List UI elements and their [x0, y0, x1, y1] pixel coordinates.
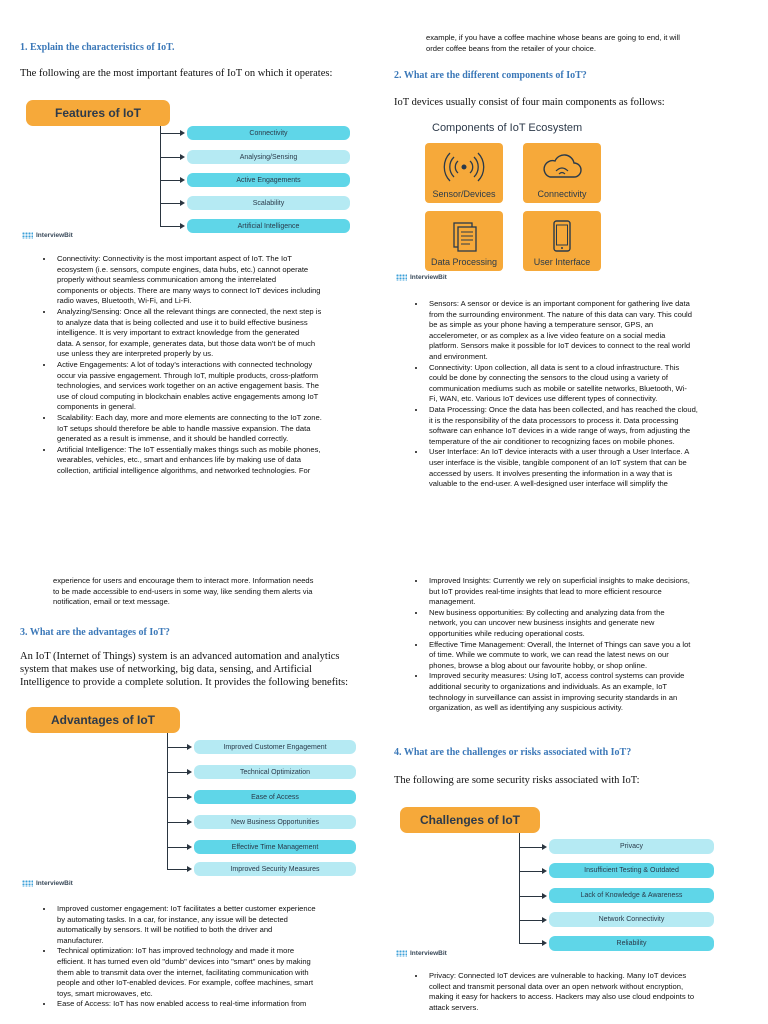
list-item: • Ease of Access: IoT has now enabled access to real-time information from	[54, 999, 389, 1010]
interviewbit-logo: InterviewBit	[396, 274, 447, 281]
interviewbit-logo: InterviewBit	[396, 950, 447, 957]
list-item: • Improved customer engagement: IoT facilitates a better customer experience by automating tasks. In a car, for instance, any issue will be detected automatically by sensors. It will be notified to both the driver and manufacturer.	[54, 904, 389, 946]
tile-connectivity: Connectivity	[523, 143, 601, 203]
advantages-diagram	[22, 702, 372, 892]
q3-intro: An IoT (Internet of Things) system is an advanced automation and analytics system that makes use of networking, big data, sensing, and Artificial Intelligence to provide a complete solution. It provides the following benefits:	[20, 651, 349, 688]
list-item: • User Interface: An IoT device interacts with a user through a User Interface. A user interface is the visible, tangible component of an IoT system that can be accessed by users. It involves presenting the information in a way that is valuable to the end-user. A well-designed user interface will simplify the	[426, 447, 766, 489]
tile-data-processing: Data Processing	[425, 211, 503, 271]
advantage-item: Technical Optimization	[194, 765, 356, 779]
advantage-item: Improved Customer Engagement	[194, 740, 356, 754]
list-item: • Sensors: A sensor or device is an important component for gathering live data from the surrounding environment. The nature of this data can vary. This could be as simple as your phone having a temperature sensor, GPS, an accelerometer, or as complex as a live video feature on a social media platform. Sensors make it possible for IoT devices to connect to the real world and environment.	[426, 299, 766, 363]
advantages-bullet-list-left	[36, 904, 389, 1010]
features-bullet-list	[36, 254, 384, 476]
advantage-item: Effective Time Management	[194, 840, 356, 854]
tile-sensor-devices: Sensor/Devices	[425, 143, 503, 203]
challenges-diagram	[394, 800, 734, 960]
components-diagram-title: Components of IoT Ecosystem	[432, 122, 583, 134]
feature-item: Artificial Intelligence	[187, 219, 350, 233]
connector-line	[160, 126, 161, 227]
tile-user-interface: User Interface	[523, 211, 601, 271]
components-diagram	[394, 117, 634, 287]
advantage-item: Improved Security Measures	[194, 862, 356, 876]
documents-icon	[446, 219, 482, 253]
challenge-item: Insufficient Testing & Outdated	[549, 863, 714, 878]
list-item: • Improved security measures: Using IoT, access control systems can provide additional security to organizations and individuals. As an example, IoT technology in surveillance can assist in improving security standards in an organization, as well as identifying any suspicious activity.	[426, 671, 766, 713]
q1-heading: 1. Explain the characteristics of IoT.	[20, 42, 175, 53]
challenges-bullet-list	[408, 971, 766, 1013]
cloud-icon	[540, 151, 584, 183]
feature-item: Analysing/Sensing	[187, 150, 350, 164]
q2-heading: 2. What are the different components of IoT?	[394, 70, 587, 81]
interviewbit-logo: InterviewBit	[22, 880, 73, 887]
list-item: • Improved Insights: Currently we rely on superficial insights to make decisions, but IoT provides real-time insights that lead to more efficient resource management.	[426, 576, 766, 608]
advantages-diagram-title: Advantages of IoT	[26, 707, 180, 733]
feature-item: Connectivity	[187, 126, 350, 140]
feature-item: Scalability	[187, 196, 350, 210]
advantages-bullet-list-right	[408, 576, 766, 714]
list-item: • Analyzing/Sensing: Once all the relevant things are connected, the next step is to analyze data that is being collected and use it to build effective business intelligence. It is very important to extract knowledge from the generated data. A sensor, for example, generates data, but those data won't be of much use unless they are interpreted properly by us.	[54, 307, 384, 360]
list-item: • Data Processing: Once the data has been collected, and has reached the cloud, it is the responsibility of the data processors to process it. Data processing software can enhance IoT devices in a wide range of ways, from adjusting the temperature of the air conditioner to recognizing faces on mobile phones.	[426, 405, 766, 447]
q4-intro: The following are some security risks associated with IoT:	[394, 775, 640, 786]
list-item: • Scalability: Each day, more and more elements are connecting to the IoT zone. IoT setups should therefore be able to handle massive expansion. The data generated as a result is immense, and it should be handled correctly.	[54, 413, 384, 445]
challenge-item: Privacy	[549, 839, 714, 854]
q2-intro: IoT devices usually consist of four main components as follows:	[394, 97, 665, 108]
continuation-text: example, if you have a coffee machine whose beans are going to end, it will order coffee beans from the retailer of your choice.	[426, 33, 680, 53]
q1-intro: The following are the most important features of IoT on which it operates:	[20, 68, 333, 79]
challenge-item: Lack of Knowledge & Awareness	[549, 888, 714, 903]
features-diagram-title: Features of IoT	[26, 100, 170, 126]
list-item: • Artificial Intelligence: The IoT essentially makes things such as mobile phones, wearables, vehicles, etc., smart and enhances life by making use of data collection, artificial intelligence algorithms, and networked technologies. For	[54, 445, 384, 477]
continuation-text: experience for users and encourage them to interact more. Information needs to be made accessible to end-users in some way, like sending them alerts via notification, email or text message.	[53, 576, 314, 607]
interviewbit-logo: InterviewBit	[22, 232, 73, 239]
challenge-item: Network Connectivity	[549, 912, 714, 927]
q4-heading: 4. What are the challenges or risks associated with IoT?	[394, 747, 632, 758]
signal-icon	[442, 151, 486, 183]
advantage-item: New Business Opportunities	[194, 815, 356, 829]
challenge-item: Reliability	[549, 936, 714, 951]
list-item: • Connectivity: Upon collection, all data is sent to a cloud infrastructure. This could be done by connecting the sensors to the cloud using a variety of communication mediums such as mobile or satellite networks, Bluetooth, Wi- Fi, WAN, etc. Various IoT devices use different types of connectivity.	[426, 363, 766, 405]
list-item: • Active Engagements: A lot of today's interactions with connected technology occur via passive engagement. Through IoT, multiple products, cross-platform technologies, and services work together on an active engagement basis. The use of cloud computing in blockchain enables active engagements among IoT components in general.	[54, 360, 384, 413]
features-diagram	[22, 95, 362, 245]
list-item: • Effective Time Management: Overall, the Internet of Things can save you a lot of time. While we commute to work, we can read the latest news on our phones, browse a blog about our favourite hobby, or shop online.	[426, 640, 766, 672]
advantage-item: Ease of Access	[194, 790, 356, 804]
q3-heading: 3. What are the advantages of IoT?	[20, 627, 170, 638]
list-item: • Privacy: Connected IoT devices are vulnerable to hacking. Many IoT devices collect and transmit personal data over an open network without encryption, making it easy for hackers to access. Hackers may also use cloud endpoints to attack servers.	[426, 971, 766, 1013]
list-item: • Technical optimization: IoT has improved technology and made it more efficient. It has turned even old "dumb" devices into "smart" ones by making them able to transmit data over the internet, facilitating communication with people and other IoT-enabled devices. For example, coffee machines, smart toys, smart microwaves, etc.	[54, 946, 389, 999]
list-item: • New business opportunities: By collecting and analyzing data from the network, you can uncover new business insights and generate new opportunities while reducing operational costs.	[426, 608, 766, 640]
phone-icon	[547, 219, 577, 253]
list-item: • Connectivity: Connectivity is the most important aspect of IoT. The IoT ecosystem (i.e. sensors, compute engines, data hubs, etc.) cannot operate properly without seamless communication among the interrelated components or objects. There are many ways to connect IoT devices including radio waves, Bluetooth, Wi-Fi, and Li-Fi.	[54, 254, 384, 307]
feature-item: Active Engagements	[187, 173, 350, 187]
components-bullet-list	[408, 299, 766, 490]
challenges-diagram-title: Challenges of IoT	[400, 807, 540, 833]
